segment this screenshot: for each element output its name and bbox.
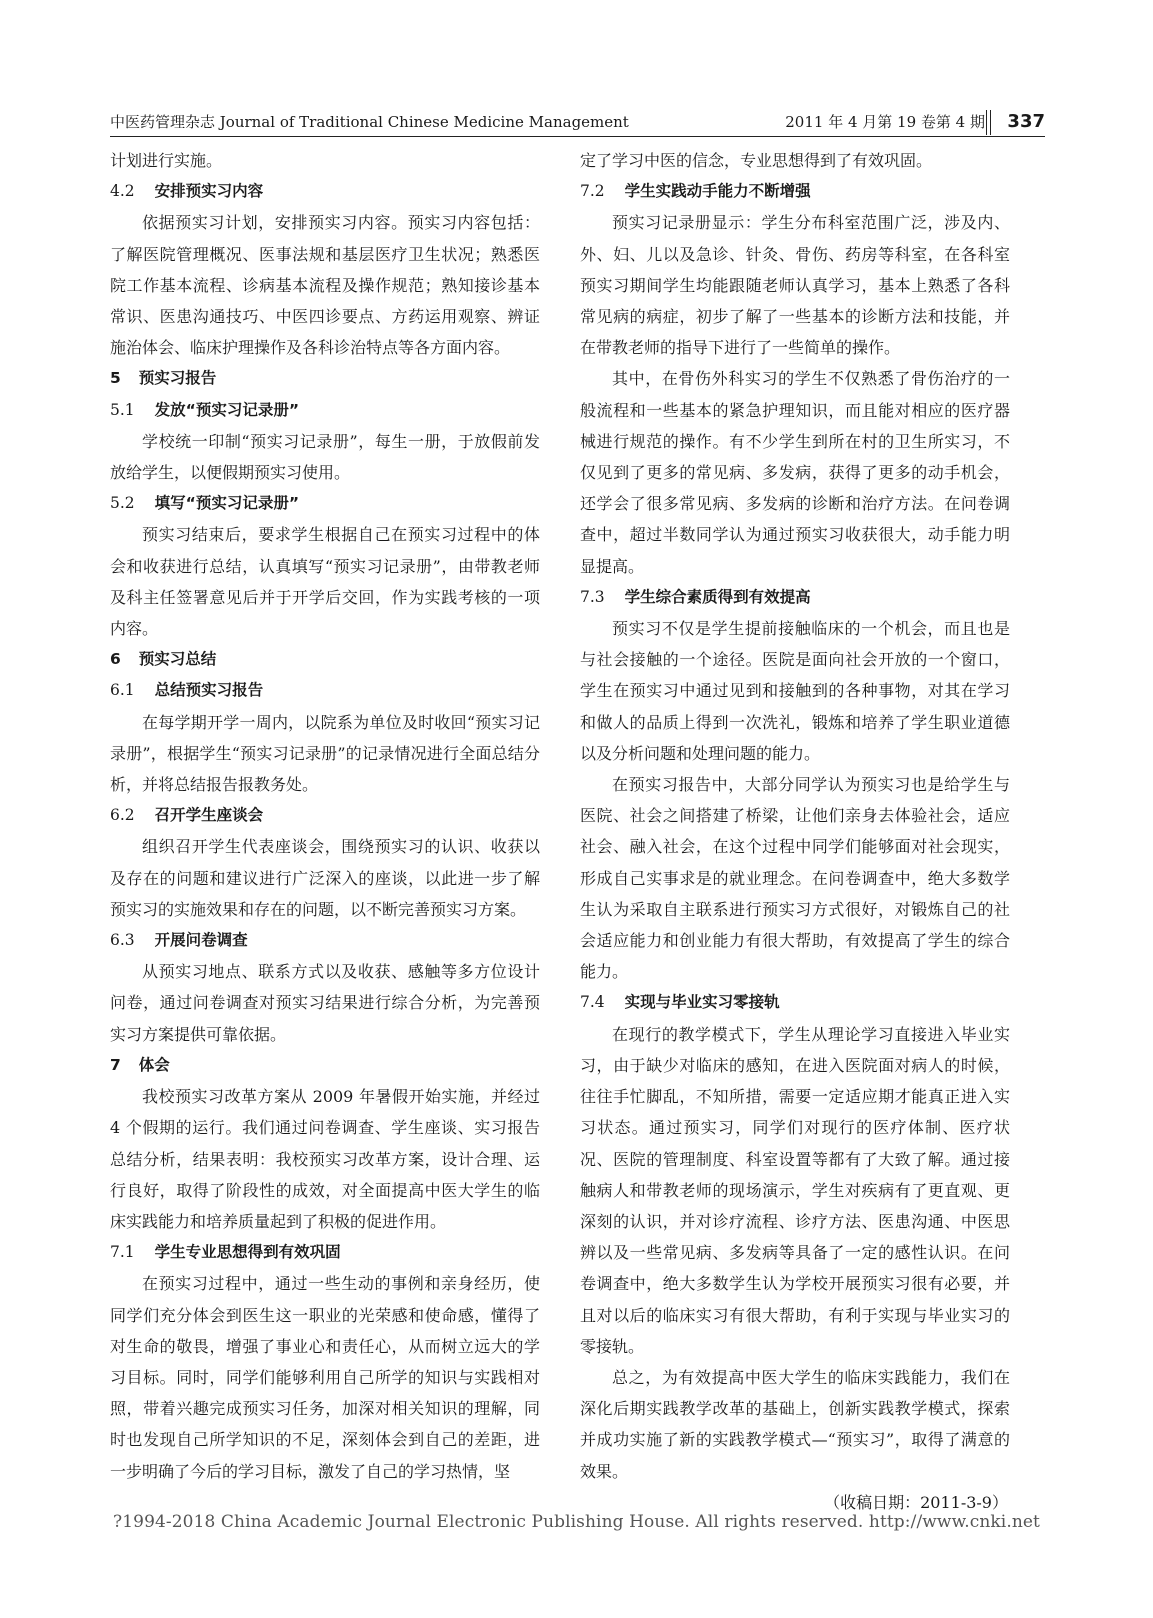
section-heading-7-2: 7.2 学生实践动手能力不断增强 xyxy=(580,182,811,201)
section-heading-7-3: 7.3 学生综合素质得到有效提高 xyxy=(580,587,811,606)
paragraph: 组织召开学生代表座谈会，围绕预实习的认识、收获以及存在的问题和建议进行广泛深入的座谈，以此进一步了解预实习的实施效果和存在的问题，以不断完善预实习方案。 xyxy=(110,837,540,919)
section-heading-6: 6 预实习总结 xyxy=(110,650,217,669)
section-heading-5-1: 5.1 发放“预实习记录册” xyxy=(110,400,300,419)
paragraph: 定了学习中医的信念，专业思想得到了有效巩固。 xyxy=(580,151,933,170)
paragraph: 在预实习报告中，大部分同学认为预实习也是给学生与医院、社会之间搭建了桥梁，让他们亲身去体验社会，适应社会、融入社会，在这个过程中同学们能够面对社会现实，形成自己实事求是的就业理念。在问卷调查中，绝大多数学生认为采取自主联系进行预实习方式很好，对锻炼自己的社会适应能力和创业能力有很大帮助，有效提高了学生的综合能力。 xyxy=(580,775,1010,982)
paragraph: 从预实习地点、联系方式以及收获、感触等多方位设计问卷，通过问卷调查对预实习结果进行综合分析，为完善预实习方案提供可靠依据。 xyxy=(110,962,540,1044)
section-heading-7-1: 7.1 学生专业思想得到有效巩固 xyxy=(110,1243,341,1262)
section-heading-5-2: 5.2 填写“预实习记录册” xyxy=(110,494,300,513)
section-heading-7: 7 体会 xyxy=(110,1055,170,1074)
running-header xyxy=(110,108,1045,137)
paragraph: 预实习记录册显示：学生分布科室范围广泛，涉及内、外、妇、儿以及急诊、针灸、骨伤、药房等科室，在各科室预实习期间学生均能跟随老师认真学习，基本上熟悉了各科常见病的病症，初步了解了一些基本的诊断方法和技能，并在带教老师的指导下进行了一些简单的操作。 xyxy=(580,213,1010,358)
issue-info: 2011 年 4 月第 19 卷第 4 期 xyxy=(785,113,985,131)
left-column xyxy=(110,145,540,1487)
journal-name: 中医药管理杂志 Journal of Traditional Chinese Medicine Management xyxy=(110,113,629,131)
section-heading-6-3: 6.3 开展问卷调查 xyxy=(110,931,248,950)
section-heading-6-2: 6.2 召开学生座谈会 xyxy=(110,806,264,825)
paragraph: 预实习结束后，要求学生根据自己在预实习过程中的体会和收获进行总结，认真填写“预实习记录册”，由带教老师及科主任签署意见后并于开学后交回，作为实践考核的一项内容。 xyxy=(110,525,540,639)
paragraph: 其中，在骨伤外科实习的学生不仅熟悉了骨伤治疗的一般流程和一些基本的紧急护理知识，而且能对相应的医疗器械进行规范的操作。有不少学生到所在村的卫生所实习，不仅见到了更多的常见病、多发病，获得了更多的动手机会，还学会了很多常见病、多发病的诊断和治疗方法。在问卷调查中，超过半数同学认为通过预实习收获很大，动手能力明显提高。 xyxy=(580,369,1010,576)
paragraph: 在现行的教学模式下，学生从理论学习直接进入毕业实习，由于缺少对临床的感知，在进入医院面对病人的时候，往往手忙脚乱，不知所措，需要一定适应期才能真正进入实习状态。通过预实习，同学们对现行的医疗体制、医疗状况、医院的管理制度、科室设置等都有了大致了解。通过接触病人和带教老师的现场演示，学生对疾病有了更直观、更深刻的认识，并对诊疗流程、诊疗方法、医患沟通、中医思辨以及一些常见病、多发病等具备了一定的感性认识。在问卷调查中，绝大多数学生认为学校开展预实习很有必要，并且对以后的临床实习有很大帮助，有利于实现与毕业实习的零接轨。 xyxy=(580,1024,1010,1356)
header-divider xyxy=(986,110,991,135)
paragraph: 依据预实习计划，安排预实习内容。预实习内容包括：了解医院管理概况、医事法规和基层医疗卫生状况；熟悉医院工作基本流程、诊病基本流程及操作规范；熟知接诊基本常识、医患沟通技巧、中医四诊要点、方药运用观察、辨证施治体会、临床护理操作及各科诊治特点等各方面内容。 xyxy=(110,213,540,358)
section-heading-7-4: 7.4 实现与毕业实习零接轨 xyxy=(580,993,780,1012)
paragraph: 总之，为有效提高中医大学生的临床实践能力，我们在深化后期实践教学改革的基础上，创新实践教学模式，探索并成功实施了新的实践教学模式—“预实习”，取得了满意的效果。 xyxy=(580,1367,1010,1481)
section-heading-4-2: 4.2 安排预实习内容 xyxy=(110,182,264,201)
section-heading-5: 5 预实习报告 xyxy=(110,369,217,388)
paragraph: 计划进行实施。 xyxy=(110,151,223,170)
section-heading-6-1: 6.1 总结预实习报告 xyxy=(110,681,264,700)
copyright-footer: ?1994-2018 China Academic Journal Electronic Publishing House. All rights reserved. http://www.cnki.net xyxy=(113,1512,1040,1532)
right-column xyxy=(580,145,1010,1518)
paragraph: 在预实习过程中，通过一些生动的事例和亲身经历，使同学们充分体会到医生这一职业的光荣感和使命感，懂得了对生命的敬畏，增强了事业心和责任心，从而树立远大的学习目标。同时，同学们能够利用自己所学的知识与实践相对照，带着兴趣完成预实习任务，加深对相关知识的理解，同时也发现自己所学知识的不足，深刻体会到自己的差距，进一步明确了今后的学习目标，激发了自己的学习热情，坚 xyxy=(110,1274,540,1481)
received-date: （收稿日期：2011-3-9） xyxy=(824,1492,1008,1512)
paragraph: 在每学期开学一周内，以院系为单位及时收回“预实习记录册”，根据学生“预实习记录册”的记录情况进行全面总结分析，并将总结报告报教务处。 xyxy=(110,712,540,795)
page-number: 337 xyxy=(1007,111,1045,132)
paragraph: 学校统一印制“预实习记录册”，每生一册，于放假前发放给学生，以便假期预实习使用。 xyxy=(110,431,540,483)
paragraph: 预实习不仅是学生提前接触临床的一个机会，而且也是与社会接触的一个途径。医院是面向社会开放的一个窗口，学生在预实习中通过见到和接触到的各种事物，对其在学习和做人的品质上得到一次洗礼，锻炼和培养了学生职业道德以及分析问题和处理问题的能力。 xyxy=(580,619,1010,763)
paragraph: 我校预实习改革方案从 2009 年暑假开始实施，并经过 4 个假期的运行。我们通过问卷调查、学生座谈、实习报告总结分析，结果表明：我校预实习改革方案，设计合理、运行良好，取得了阶段性的成效，对全面提高中医大学生的临床实践能力和培养质量起到了积极的促进作用。 xyxy=(110,1087,540,1231)
